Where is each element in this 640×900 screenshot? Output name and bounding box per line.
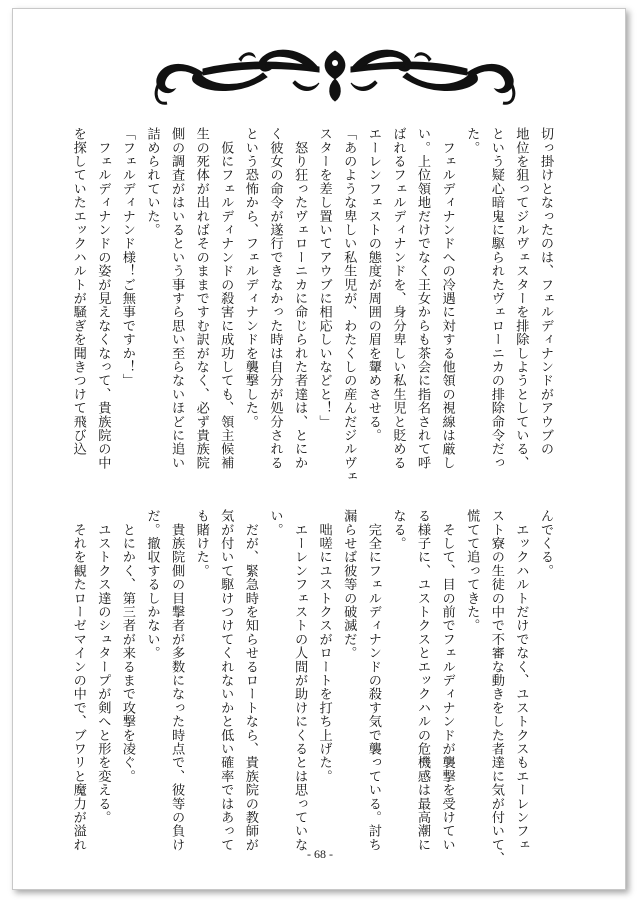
- text-line: エーレンフェストの態度が周囲の眉を顰めさせる。: [365, 127, 381, 443]
- text-line: 詰められていた。: [144, 127, 160, 237]
- upper-text-block: [70, 127, 557, 484]
- text-line: なる。: [390, 509, 406, 551]
- text-line: だが、緊急時を知らせるロートなら、貴族院の教師が: [242, 509, 258, 852]
- text-line: 地位を狙ってジルヴェスターを排除しようとしている、: [513, 127, 529, 470]
- text-line: フェルディナンドの姿が見えなくなって、貴族院の中: [95, 127, 111, 470]
- text-line: 切っ掛けとなったのは、フェルディナンドがアウブの: [538, 127, 553, 456]
- text-line: 側の調査がはいるという事すら思い至らないほどに追い: [169, 127, 185, 470]
- text-line: ユストクス達のシュタープが剣へと形を変える。: [95, 509, 111, 825]
- text-line: エーレンフェストの人間が助けにくるとは思っていな: [292, 509, 308, 852]
- text-line: そして、目の前でフェルディナンドが襲撃を受けてい: [439, 509, 455, 852]
- text-line: も賭けた。: [193, 509, 209, 578]
- text-line: という疑心暗鬼に駆られたヴェローニカの排除命令だっ: [488, 127, 504, 470]
- text-line: フェルディナンドへの冷遇に対する他領の視線は厳し: [439, 127, 455, 470]
- text-line: 完全にフェルディナンドの殺す気で襲っている。討ち: [365, 509, 381, 852]
- text-line: それを観たローゼマインの中で、ブワリと魔力が溢れ: [70, 509, 86, 852]
- text-line: ばれるフェルディナンドを、身分卑しい私生児と貶める: [390, 127, 406, 470]
- book-page: [12, 8, 626, 890]
- text-line: 怒り狂ったヴェローニカに命じられた者達は、とにか: [292, 127, 308, 470]
- text-line: 「あのような卑しい私生児が、わたくしの産んだジルヴェ: [341, 127, 357, 484]
- text-line: エックハルトだけでなく、ユストクスもエーレンフェ: [513, 509, 529, 852]
- text-line: 咄嗟にユストクスがロートを打ち上げた。: [316, 509, 332, 783]
- text-line: スト寮の生徒の中で不審な動きをした者達に気が付いて、: [488, 509, 504, 866]
- text-line: 仮にフェルディナンドの殺害に成功しても、領主候補: [218, 127, 234, 470]
- decorative-ornament: [143, 39, 527, 109]
- text-line: く彼女の命令が遂行できなかった時は自分が処分される: [267, 127, 283, 470]
- text-line: い。: [267, 509, 283, 537]
- text-line: を探していたエックハルトが騒ぎを聞きつけて飛び込: [70, 127, 86, 456]
- text-line: スターを差し置いてアウブに相応しいなどと！」: [316, 127, 332, 429]
- text-line: い。上位領地だけでなく王女からも茶会に指名されて呼: [415, 127, 431, 470]
- text-line: る様子に、ユストクスとエックハルの危機感は最高潮に: [415, 509, 431, 852]
- text-line: 慌てて追ってきた。: [464, 509, 480, 633]
- text-line: た。: [464, 127, 480, 155]
- text-line: 生の死体が出ればそのままですむ訳がなく、必ず貴族院: [193, 127, 209, 470]
- page-number: - 68 -: [307, 847, 333, 861]
- text-line: 貴族院側の目撃者が多数になった時点で、彼等の負け: [169, 509, 185, 852]
- text-line: 気が付いて駆けつけてくれないかと低い確率ではあって: [218, 509, 234, 852]
- text-line: とにかく、第三者が来るまで攻撃を凌ぐ。: [119, 509, 135, 783]
- text-line: んでくる。: [538, 509, 553, 578]
- text-line: という恐怖から、フェルディナンドを襲撃した。: [242, 127, 258, 429]
- text-line: だ。撤収するしかない。: [144, 509, 160, 660]
- text-line: 漏らせば彼等の破滅だ。: [341, 509, 357, 660]
- text-line: 「フェルディナンド様！ご無事ですか！」: [119, 127, 135, 388]
